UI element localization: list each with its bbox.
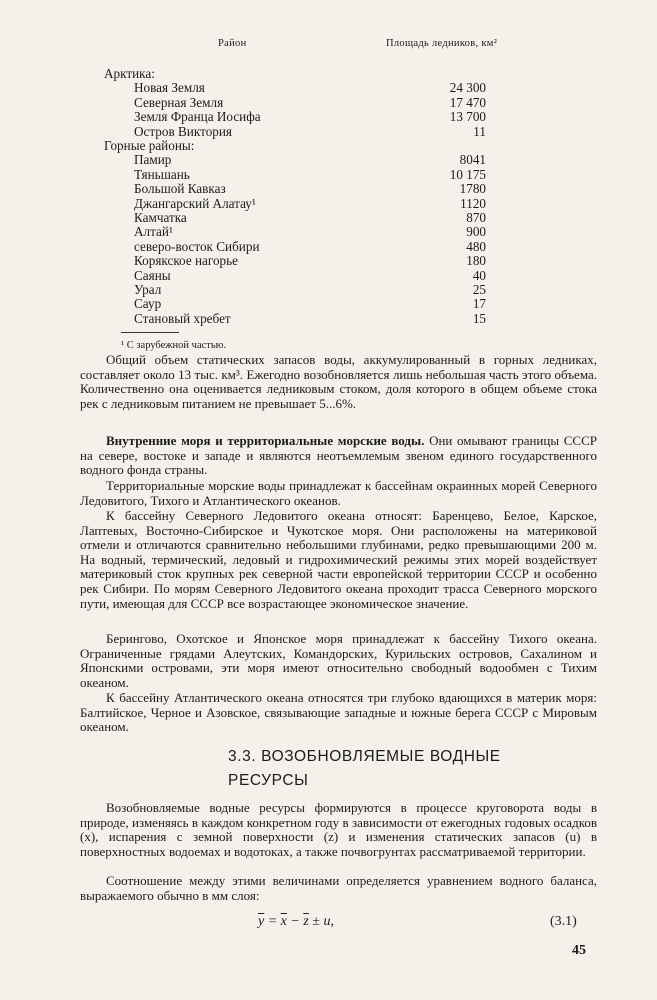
table-cell-region: Саур xyxy=(134,296,162,312)
section-heading-line1: 3.3. ВОЗОБНОВЛЯЕМЫЕ ВОДНЫЕ xyxy=(228,748,501,765)
table-cell-area: 8041 xyxy=(459,152,486,168)
table-row xyxy=(0,67,657,81)
formula-z: $\overline{z}$ xyxy=(303,914,309,929)
table-cell-area: 870 xyxy=(466,210,486,225)
table-cell-region: Новая Земля xyxy=(134,80,205,96)
table-cell-area: 24 300 xyxy=(449,80,486,96)
table-row xyxy=(0,81,657,95)
table-cell-area: 15 xyxy=(472,310,486,326)
table-cell-area: 17 xyxy=(472,296,486,312)
paragraph-pacific-basin: Берингово, Охотское и Японское моря принадлежат к бассейну Тихого океана. Ограниченные грядами Алеутских, Командорских, Курильских островов, Сахалином и Японскими островами, эти моря имеют относительно свободный водообмен с Тихим океаном. xyxy=(80,631,597,690)
table-cell-region: Памир xyxy=(134,152,172,168)
table-cell-region: Урал xyxy=(134,282,162,297)
table-row xyxy=(0,139,657,153)
formula-rest: ± u, xyxy=(308,914,334,929)
paragraph-water-balance: Соотношение между этими величинами определяется уравнением водного баланса, выражаемого обычно в мм слоя: xyxy=(80,873,597,903)
table-cell-area: 1120 xyxy=(460,195,486,211)
table-row xyxy=(0,182,657,196)
table-header-region: Район xyxy=(218,38,247,49)
table-cell-region: Большой Кавказ xyxy=(134,181,226,197)
table-cell-region: Горные районы: xyxy=(104,138,195,153)
footnote: ¹ С зарубежной частью. xyxy=(121,340,227,351)
table-cell-area: 900 xyxy=(466,224,486,240)
paragraph-glacier-reserves: Общий объем статических запасов воды, аккумулированный в горных ледниках, составляет около 13 тыс. км³. Ежегодно возобновляется лишь небольшая часть этого объема. Количественно она оценивается ледниковым стоком, доля которого в общем объеме стока рек с ледниковым питанием не превышает 5...6%. xyxy=(80,352,597,411)
table-cell-region: Камчатка xyxy=(134,210,187,225)
table-cell-region: Северная Земля xyxy=(134,94,224,110)
table-row xyxy=(0,312,657,326)
table-cell-region: Джангарский Алатау¹ xyxy=(134,195,256,211)
table-cell-area: 11 xyxy=(473,123,486,139)
paragraph-inner-seas-title: Внутренние моря и территориальные морские воды. xyxy=(106,433,425,448)
paragraph-arctic-basin: К бассейну Северного Ледовитого океана относят: Баренцево, Белое, Карское, Лаптевых, Восточно-Сибирское и Чукотское моря. Они расположены на материковой отмели и отличаются сравнительно небольшими глубинами, редко превышающими 200 м. На водный, термический, ледовый и гидрохимический режимы этих морей воздействует материковый сток крупных рек северной части европейской территории СССР и особенно рек Сибири. По морям Северного Ледовитого океана проходит трасса Северного морского пути, имеющая для СССР все возрастающее экономическое значение. xyxy=(80,508,597,611)
table-cell-region: Саяны xyxy=(134,267,171,283)
table-cell-area: 17 470 xyxy=(449,94,486,110)
table-row xyxy=(0,297,657,311)
equation-number: (3.1) xyxy=(550,914,577,929)
table-row xyxy=(0,125,657,139)
paragraph-territorial-waters: Территориальные морские воды принадлежат к бассейнам окраинных морей Северного Ледовитого, Тихого и Атлантического океанов. xyxy=(80,478,597,508)
section-heading xyxy=(228,745,501,793)
table-header-area: Площадь ледников, км² xyxy=(386,38,498,49)
table-cell-area: 25 xyxy=(472,282,486,297)
page-number: 45 xyxy=(572,943,586,958)
table-cell-area: 480 xyxy=(466,238,486,254)
paragraph-inner-seas xyxy=(80,434,597,478)
paragraph-inner-seas-text: Они омывают границы СССР на севере, востоке и западе и являются неотъемлемым звеном единого государственного водного фонда страны. xyxy=(80,433,597,478)
table-row xyxy=(0,254,657,268)
formula-x: $\overline{x}$ xyxy=(280,914,287,929)
formula-eq: = xyxy=(264,914,281,929)
table-cell-area: 13 700 xyxy=(449,109,486,125)
water-balance-formula xyxy=(258,914,334,930)
table-row xyxy=(0,153,657,167)
table-row xyxy=(0,211,657,225)
formula-minus: − xyxy=(286,914,304,929)
footnote-divider xyxy=(121,332,179,333)
formula-y: $\overline{y}$ xyxy=(258,914,265,929)
section-heading-line2: РЕСУРСЫ xyxy=(228,772,309,789)
table-cell-area: 1780 xyxy=(459,181,486,197)
table-cell-region: Остров Виктория xyxy=(134,123,232,139)
table-row xyxy=(0,225,657,239)
table-cell-region: северо-восток Сибири xyxy=(134,238,260,254)
paragraph-atlantic-basin: К бассейну Атлантического океана относятся три глубоко вдающихся в материк моря: Балтийское, Черное и Азовское, связывающие западные и южные берега СССР с Мировым океаном. xyxy=(80,690,597,735)
table-cell-region: Арктика: xyxy=(104,66,155,81)
table-cell-region: Корякское нагорье xyxy=(134,253,239,269)
table-cell-region: Становый хребет xyxy=(134,310,231,326)
table-row xyxy=(0,197,657,211)
table-cell-area: 40 xyxy=(472,267,486,283)
table-row xyxy=(0,283,657,297)
paragraph-renewable-resources: Возобновляемые водные ресурсы формируются в процессе круговорота воды в природе, изменяясь в каждом конкретном году в зависимости от ежегодных годовых осадков (x), испарения с земной поверхности (z) и изменения статических запасов (u) в поверхностных водоемах и водотоках, а также почвогрунтах рассматриваемой территории. xyxy=(80,800,597,859)
table-cell-area: 180 xyxy=(466,253,486,269)
table-cell-region: Тяньшань xyxy=(134,166,190,182)
table-cell-area: 10 175 xyxy=(449,166,486,182)
table-row xyxy=(0,168,657,182)
table-row xyxy=(0,96,657,110)
table-row xyxy=(0,269,657,283)
table-row xyxy=(0,110,657,124)
table-cell-region: Алтай¹ xyxy=(134,224,173,240)
table-row xyxy=(0,240,657,254)
table-cell-region: Земля Франца Иосифа xyxy=(134,109,261,125)
